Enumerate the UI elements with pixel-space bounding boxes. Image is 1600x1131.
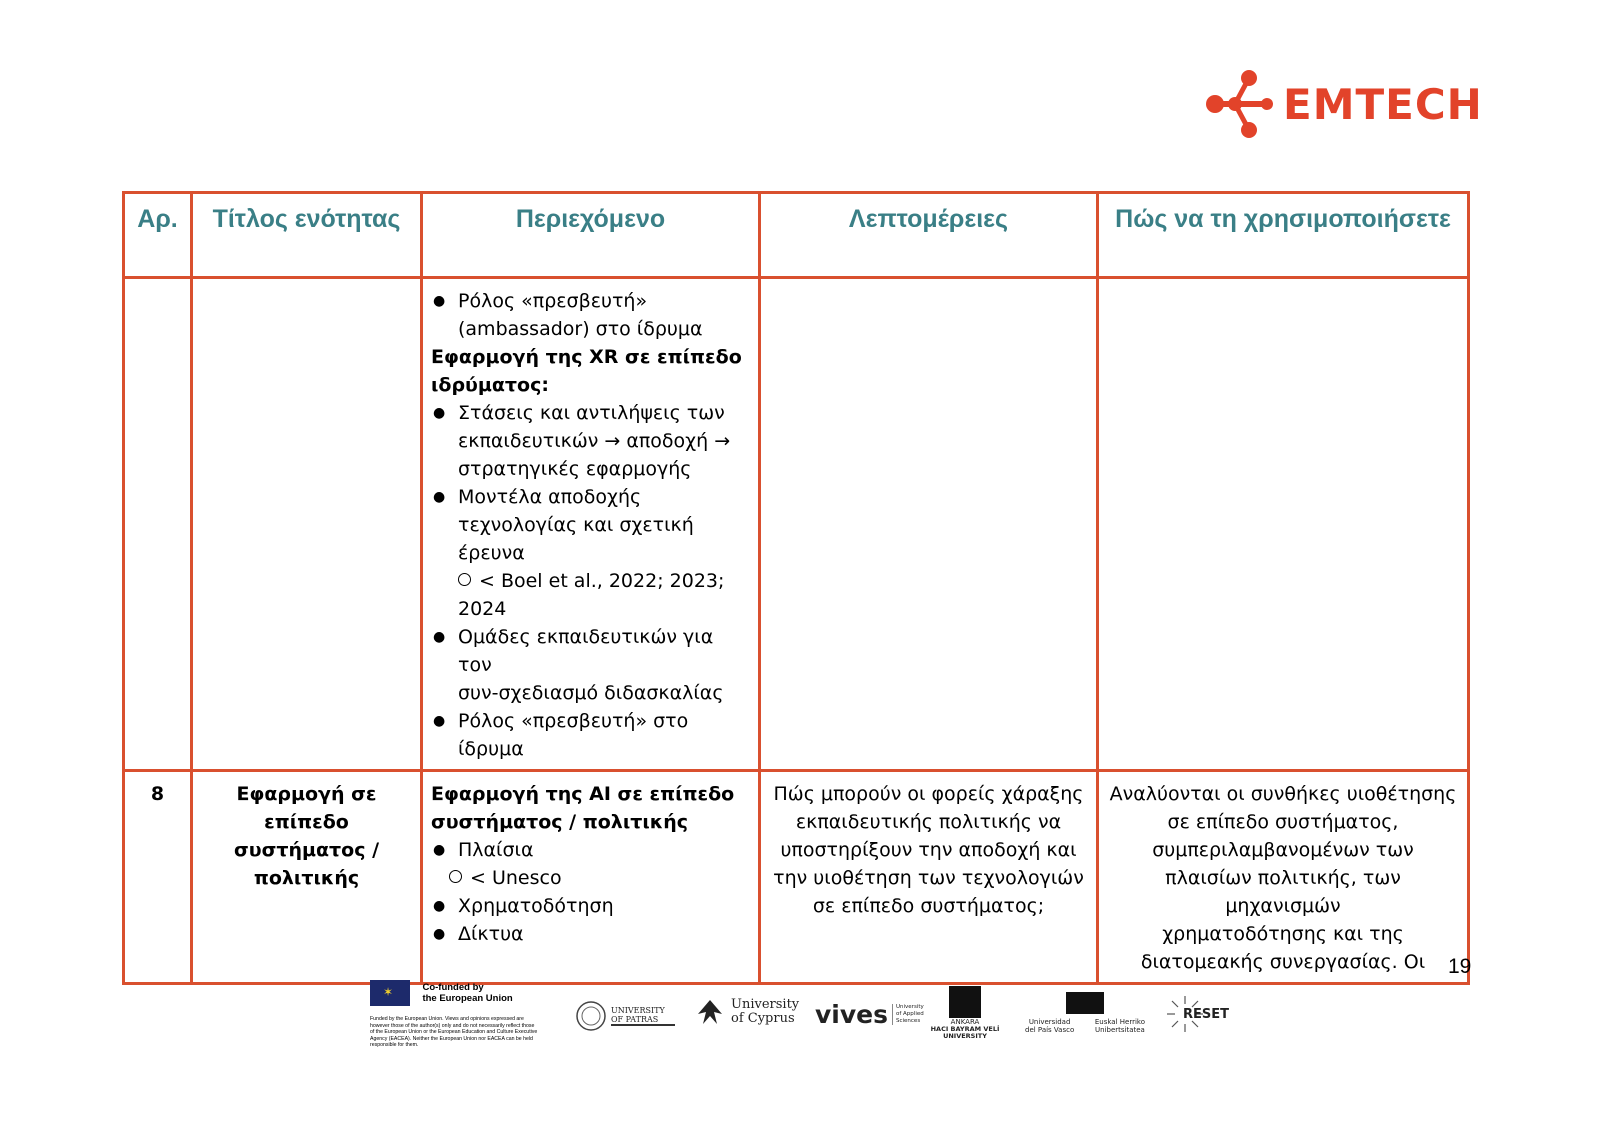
upv-ehu-mark-icon — [1066, 992, 1104, 1014]
row1-content-list-2 — [431, 399, 750, 567]
table-header-row — [124, 193, 1469, 278]
eu-title: Co-funded by the European Union — [422, 982, 513, 1004]
eu-cofunded-logo — [370, 980, 540, 1049]
list-item: ● Μοντέλα αποδοχής τεχνολογίας και σχετική έρευνα — [431, 483, 750, 567]
row2-content — [422, 771, 760, 984]
row1-content-list — [431, 287, 750, 343]
hollow-bullet-icon — [449, 870, 462, 883]
vives-logo: vives University of Applied Sciences — [815, 1000, 926, 1029]
syllabus-table — [122, 191, 1470, 985]
emtech-molecule-icon — [1205, 68, 1277, 140]
row1-content-list-3 — [431, 623, 750, 763]
eu-disclaimer: Funded by the European Union. Views and opinions expressed are however those of the author(s) only and do not necessarily reflect those of the European Union or the European Education and Culture Executive Agency (EACEA). Neither the European Union nor EACEA can be held responsible for them. — [370, 1016, 538, 1049]
row1-number — [124, 278, 192, 771]
row1-sub-item: < Boel et al., 2022; 2023; 2024 — [458, 570, 725, 620]
emtech-logo — [1205, 64, 1483, 144]
list-item: ● Πλαίσια — [431, 836, 750, 864]
header-section-title: Τίτλος ενότητας — [192, 193, 422, 278]
row1-details — [760, 278, 1098, 771]
row2-content-list-2 — [431, 892, 750, 948]
row1-title — [192, 278, 422, 771]
table-row — [124, 278, 1469, 771]
row1-content-heading: Εφαρμογή της XR σε επίπεδο ιδρύματος: — [431, 346, 742, 396]
row1-usage — [1098, 278, 1469, 771]
hollow-bullet-icon — [458, 573, 471, 586]
list-item: ● Ομάδες εκπαιδευτικών για τον συν-σχεδιασμό διδασκαλίας — [431, 623, 750, 707]
university-of-patras-logo: UNIVERSITY OF PATRAS — [575, 1000, 675, 1032]
table-row — [124, 771, 1469, 984]
row2-content-heading: Εφαρμογή της AI σε επίπεδο συστήματος / πολιτικής — [431, 783, 735, 833]
list-item: ● Χρηματοδότηση — [431, 892, 750, 920]
row1-content — [422, 278, 760, 771]
row2-number: 8 — [124, 771, 192, 984]
list-item: ● Ρόλος «πρεσβευτή» (ambassador) στο ίδρυμα — [431, 287, 750, 343]
row2-usage: Αναλύονται οι συνθήκες υιοθέτησης σε επίπεδο συστήματος, συμπεριλαμβανομένων των πλαισίων πολιτικής, των μηχανισμών χρηματοδότησης και της διατομεακής συνεργασίας. Οι — [1098, 771, 1469, 984]
header-content: Περιεχόμενο — [422, 193, 760, 278]
hbv-mark-icon — [949, 986, 981, 1018]
row2-title: Εφαρμογή σε επίπεδο συστήματος / πολιτικής — [192, 771, 422, 984]
patras-seal-icon — [575, 1000, 607, 1032]
cyprus-tree-icon — [695, 998, 725, 1026]
row2-details: Πώς μπορούν οι φορείς χάραξης εκπαιδευτικής πολιτικής να υποστηρίξουν την αποδοχή και την υιοθέτηση των τεχνολογιών σε επίπεδο συστήματος; — [760, 771, 1098, 984]
header-number: Αρ. — [124, 193, 192, 278]
list-item: ● Δίκτυα — [431, 920, 750, 948]
list-item: ● Στάσεις και αντιλήψεις των εκπαιδευτικών → αποδοχή → στρατηγικές εφαρμογής — [431, 399, 750, 483]
reset-logo: RESET — [1165, 994, 1229, 1034]
hbv-university-logo: ANKARA HACI BAYRAM VELİ UNIVERSITY — [925, 986, 1005, 1040]
eu-flag-icon — [370, 980, 410, 1006]
header-how-to-use: Πώς να τη χρησιμοποιήσετε — [1098, 193, 1469, 278]
upv-ehu-logo: Universidad del País Vasco Euskal Herriko Unibertsitatea — [1025, 992, 1145, 1034]
emtech-wordmark: EMTECH — [1283, 79, 1483, 129]
footer-logos — [370, 980, 1230, 1070]
row2-content-list — [431, 836, 750, 864]
header-details: Λεπτομέρειες — [760, 193, 1098, 278]
row2-sub-item: < Unesco — [431, 864, 750, 892]
university-of-cyprus-logo: University of Cyprus — [695, 998, 799, 1026]
list-item: ● Ρόλος «πρεσβευτή» στο ίδρυμα — [431, 707, 750, 763]
page-number: 19 — [1448, 955, 1472, 978]
